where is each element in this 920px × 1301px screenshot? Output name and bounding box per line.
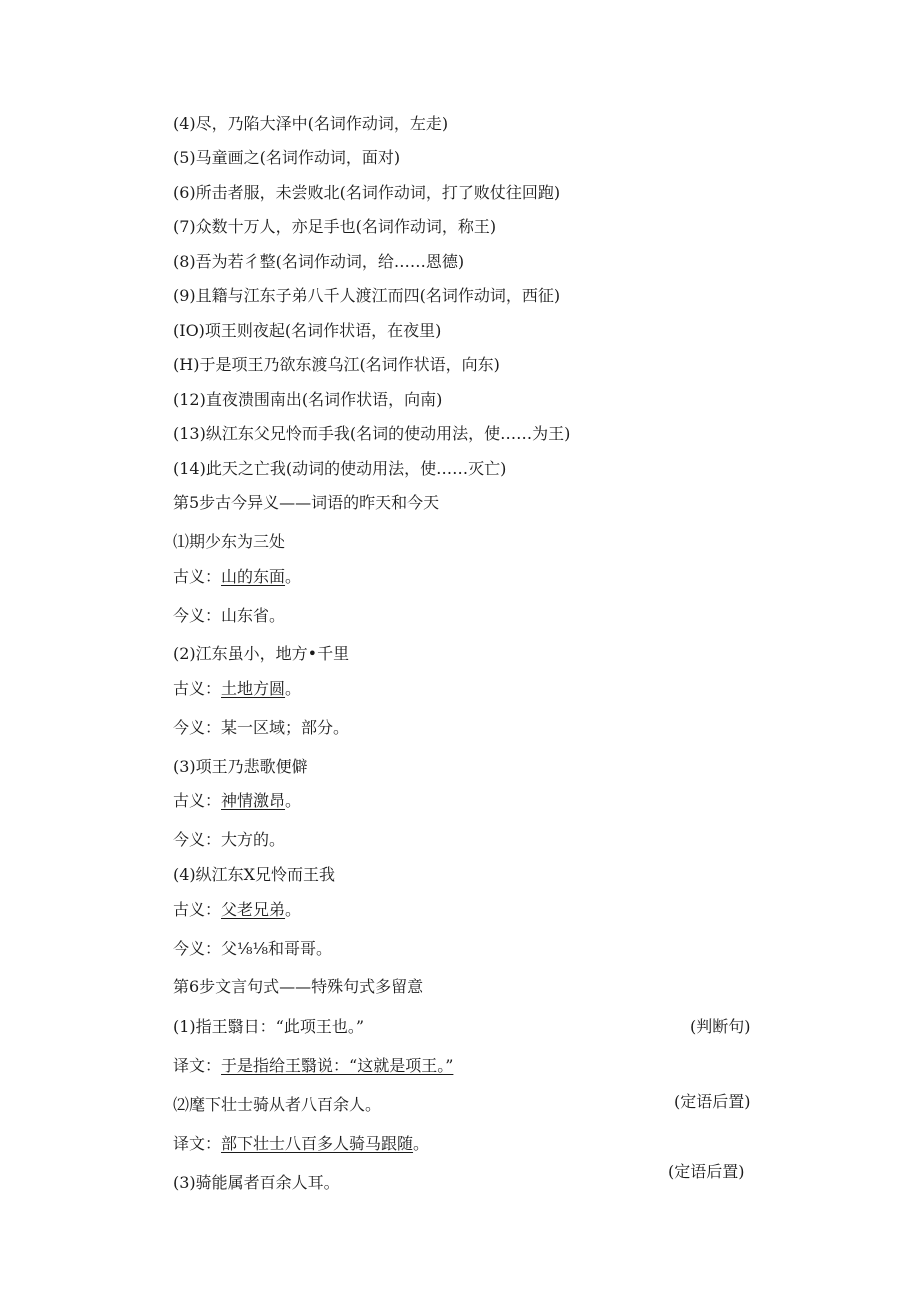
note-line: (8)吾为若彳整(名词作动词，给……恩德) [173, 252, 465, 271]
note-line: (5)马童画之(名词作动词，面对) [173, 148, 401, 167]
modern-label: 今义： [173, 830, 222, 849]
note-line: (4)尽，乃陷大泽中(名词作动词，左走) [173, 114, 449, 133]
note-line: (IO)项王则夜起(名词作状语，在夜里) [173, 321, 442, 340]
example-sentence: ⑴期少东为三处 [173, 532, 286, 551]
punct: 。 [285, 791, 302, 810]
translation-answer: 部下壮士八百多人骑马跟随 [221, 1134, 414, 1153]
note-line: (H)于是项王乃欲东渡乌江(名词作状语，向东) [173, 355, 500, 374]
example-sentence: (4)纵江东X兄怜而王我 [173, 865, 336, 884]
section-heading-step6: 第6步文言句式——特殊句式多留意 [173, 977, 424, 996]
ancient-label: 古义： [173, 567, 222, 586]
modern-answer: 山东省。 [221, 606, 286, 625]
note-line: (14)此天之亡我(动词的使动用法，使……灭亡) [173, 459, 507, 478]
modern-label: 今义： [173, 718, 222, 737]
punct: 。 [413, 1134, 430, 1153]
modern-meaning [173, 718, 349, 738]
punct: 。 [285, 567, 302, 586]
modern-meaning [173, 830, 285, 850]
sentence-type-tag: (定语后置) [668, 1162, 745, 1181]
sentence-type-tag: (判断句) [690, 1017, 751, 1036]
modern-meaning [173, 939, 332, 959]
ancient-meaning [173, 791, 301, 811]
example-sentence: (1)指王翳日：“此项王也。” [173, 1017, 365, 1036]
example-sentence: (3)骑能属者百余人耳。 [173, 1173, 340, 1192]
ancient-answer: 土地方圆 [221, 679, 286, 698]
example-sentence: (2)江东虽小，地方•千里 [173, 644, 350, 663]
punct: 。 [285, 900, 302, 919]
example-sentence: ⑵麾下壮士骑从者八百余人。 [173, 1095, 382, 1114]
modern-answer: 父⅛⅛和哥哥。 [221, 939, 333, 958]
ancient-answer: 山的东面 [221, 567, 286, 586]
note-line: (6)所击者服，未尝败北(名词作动词，打了败仗往回跑) [173, 183, 561, 202]
translation-label: 译文： [173, 1056, 222, 1075]
modern-answer: 某一区域；部分。 [221, 718, 350, 737]
ancient-label: 古义： [173, 900, 222, 919]
punct: 。 [285, 679, 302, 698]
modern-answer: 大方的。 [221, 830, 286, 849]
translation [173, 1134, 429, 1154]
ancient-label: 古义： [173, 791, 222, 810]
translation-label: 译文： [173, 1134, 222, 1153]
section-heading-step5: 第5步古今异义——词语的昨天和今天 [173, 493, 440, 512]
modern-label: 今义： [173, 939, 222, 958]
note-line: (9)且籍与江东子弟八千人渡江而四(名词作动词，西征) [173, 286, 561, 305]
note-line: (12)直夜溃围南出(名词作状语，向南) [173, 390, 443, 409]
translation [173, 1056, 453, 1076]
translation-answer: 于是指给王翳说：“这就是项王。” [221, 1056, 454, 1075]
example-sentence: (3)项王乃悲歌便僻 [173, 757, 308, 776]
ancient-meaning [173, 679, 301, 699]
ancient-answer: 神情激昂 [221, 791, 286, 810]
ancient-label: 古义： [173, 679, 222, 698]
note-line: (13)纵江东父兄怜而手我(名词的使动用法，使……为王) [173, 424, 571, 443]
modern-meaning [173, 606, 285, 626]
ancient-answer: 父老兄弟 [221, 900, 286, 919]
ancient-meaning [173, 900, 301, 920]
ancient-meaning [173, 567, 301, 587]
note-line: (7)众数十万人，亦足手也(名词作动词，称王) [173, 217, 497, 236]
modern-label: 今义： [173, 606, 222, 625]
sentence-type-tag: (定语后置) [674, 1092, 751, 1111]
